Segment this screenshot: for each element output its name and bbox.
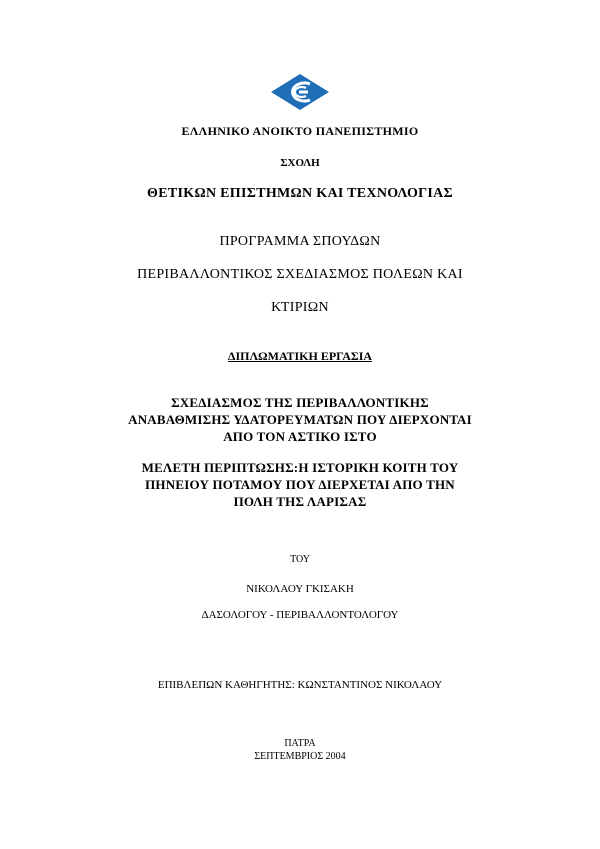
supervisor: ΕΠΙΒΛΕΠΩΝ ΚΑΘΗΓΗΤΗΣ: ΚΩΝΣΤΑΝΤΙΝΟΣ ΝΙΚΟΛΑΟΥ [157,679,443,691]
thesis-subtitle-line2: ΠΗΝΕΙΟΥ ΠΟΤΑΜΟΥ ΠΟΥ ΔΙΕΡΧΕΤΑΙ ΑΠΟ ΤΗΝ [145,477,455,492]
thesis-title-line3: ΑΠΟ ΤΟΝ ΑΣΤΙΚΟ ΙΣΤΟ [223,429,377,444]
thesis-title-line2: ΑΝΑΒΑΘΜΙΣΗΣ ΥΔΑΤΟΡΕΥΜΑΤΩΝ ΠΟΥ ΔΙΕΡΧΟΝΤΑΙ [128,412,472,427]
thesis-title-line1: ΣΧΕΔΙΑΣΜΟΣ ΤΗΣ ΠΕΡΙΒΑΛΛΟΝΤΙΚΗΣ [171,395,429,410]
school-label: ΣΧΟΛΗ [280,157,320,169]
university-name: ΕΛΛΗΝΙΚΟ ΑΝΟΙΚΤΟ ΠΑΝΕΠΙΣΤΗΜΙΟ [181,124,419,138]
university-logo-icon [270,73,330,111]
author-name: ΝΙΚΟΛΑΟΥ ΓΚΙΣΑΚΗ [246,583,354,595]
thesis-subtitle-line1: ΜΕΛΕΤΗ ΠΕΡΙΠΤΩΣΗΣ:Η ΙΣΤΟΡΙΚΗ ΚΟΙΤΗ ΤΟΥ [141,460,459,475]
program-name-line1: ΠΕΡΙΒΑΛΛΟΝΤΙΚΟΣ ΣΧΕΔΙΑΣΜΟΣ ΠΟΛΕΩΝ ΚΑΙ [137,267,463,282]
school-name: ΘΕΤΙΚΩΝ ΕΠΙΣΤΗΜΩΝ ΚΑΙ ΤΕΧΝΟΛΟΓΙΑΣ [147,186,453,201]
footer-date: ΣΕΠΤΕΜΒΡΙΟΣ 2004 [254,751,346,762]
thesis-type: ΔΙΠΛΩΜΑΤΙΚΗ ΕΡΓΑΣΙΑ [227,349,373,363]
author-title: ΔΑΣΟΛΟΓΟΥ - ΠΕΡΙΒΑΛΛΟΝΤΟΛΟΓΟΥ [201,609,399,621]
author-by: ΤΟΥ [290,554,310,565]
program-name-line2: ΚΤΙΡΙΩΝ [271,300,329,315]
program-label: ΠΡΟΓΡΑΜΜΑ ΣΠΟΥΔΩΝ [219,234,381,249]
thesis-subtitle-line3: ΠΟΛΗ ΤΗΣ ΛΑΡΙΣΑΣ [233,494,367,509]
footer-city: ΠΑΤΡΑ [284,738,316,749]
